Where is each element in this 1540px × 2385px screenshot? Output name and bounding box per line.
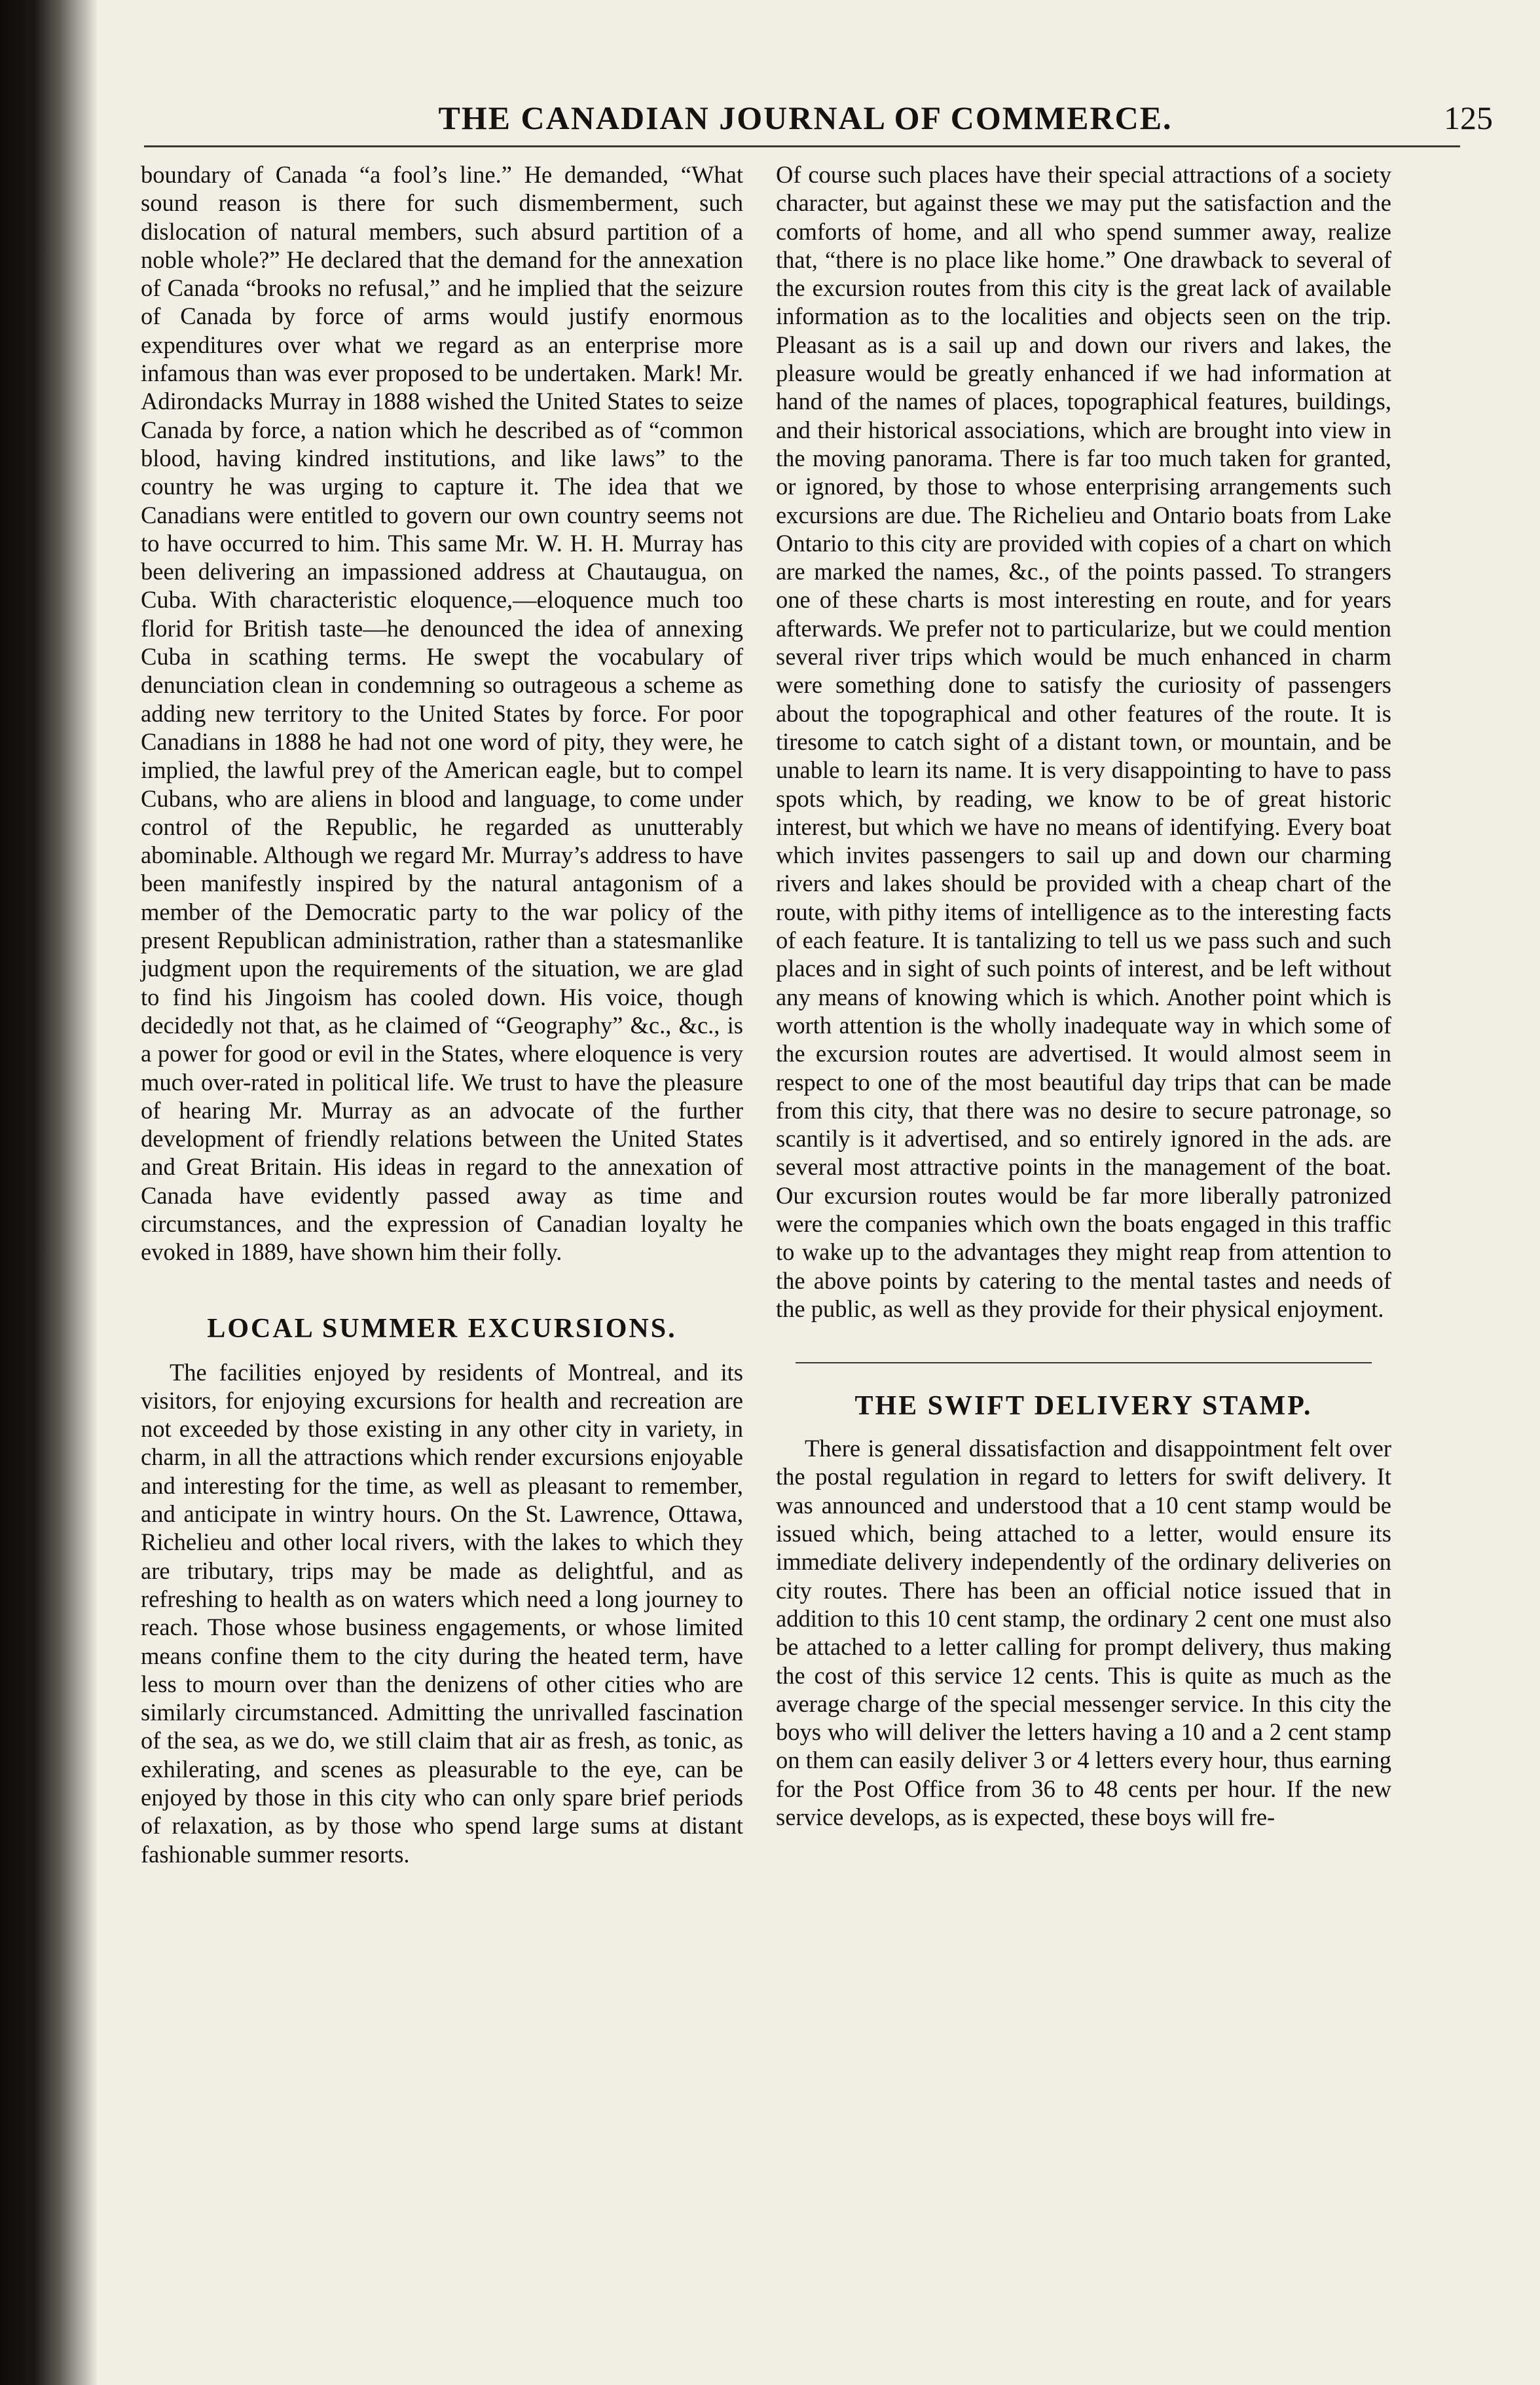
excursions-paragraph-2: Of course such places have their special attractions of a society character, but against these we may put the satisfaction and the comforts of home, and all who spend summer away, realize that, “there is no place like home.” One drawback to several of the excursion routes from this city is the great lack of available information as to the localities and objects seen on the trip. Pleasant as is a sail up and down our rivers and lakes, the pleasure would be greatly enhanced if we had information at hand of the names of places, topographical features, buildings, and their historical associations, which are brought into view in the moving panorama. There is far too much taken for granted, or ignored, by those to whose enterprising arrangements such excursions are due. The Richelieu and Ontario boats from Lake Ontario to this city are provided with copies of a chart on which are marked the names, &c., of the points passed. To strangers one of these charts is most interesting en route, and for years afterwards. We prefer not to particularize, but we could mention several river trips which would be much enhanced in charm were something done to satisfy the curiosity of passengers about the topographical and other features of the route. It is tiresome to catch sight of a distant town, or mountain, and be unable to learn its name. It is very disappointing to have to pass spots which, by reading, we know to be of great historic interest, but which we have no means of identifying. Every boat which invites passengers to sail up and down our charming rivers and lakes should be provided with a cheap chart of the route, with pithy items of intelligence as to the interesting facts of each feature. It is tantalizing to tell us we pass such and such places and in sight of such points of interest, and be left without any means of knowing which is which. Another point which is worth attention is the wholly inadequate way in which some of the excursion routes are advertised. It would almost seem in respect to one of the most beautiful day trips that can be made from this city, that there was no desire to secure patronage, so scantily is it advertised, and so entirely ignored in the ads. are several most attractive points in the management of the boat. Our excursion routes would be far more liberally patronized were the companies which own the boats engaged in this traffic to wake up to the advantages they might reap from attention to the above points by catering to the mental tastes and needs of the public, as well as they provide for their physical enjoyment. (776, 161, 1391, 1322)
excursions-paragraph-1: The facilities enjoyed by residents of Montreal, and its visitors, for enjoying excursions for health and recreation are not exceeded by those existing in any other city in variety, in charm, in all the attractions which render excursions enjoyable and interesting for the time, as well as pleasant to remember, and anticipate in wintry hours. On the St. Lawrence, Ottawa, Richelieu and other local rivers, with the lakes to which they are tributary, trips may be made as delightful, and as refreshing to health as on waters which need a long journey to reach. Those whose business engagements, or whose limited means confine them to the city during the heated term, have less to mourn over than the denizens of other cities who are similarly circumstanced. Admitting the unrivalled fascination of the sea, as we do, we still claim that air as fresh, as tonic, as exhilerating, and scenes as pleasurable to the eye, can be enjoyed by those in this city who can only spare brief periods of relaxation, as by those who spend large sums at distant fashionable summer resorts. (141, 1358, 743, 1868)
right-column (776, 160, 1391, 1831)
header-rule (144, 145, 1460, 147)
running-title: THE CANADIAN JOURNAL OF COMMERCE. (438, 100, 1173, 136)
excursions-heading: LOCAL SUMMER EXCURSIONS. (207, 1313, 677, 1344)
page-header (131, 98, 1506, 144)
left-column (141, 160, 743, 1868)
annexation-article-continued: boundary of Canada “a fool’s line.” He demanded, “What sound reason is there for such dismemberment, such dislocation of natural members, such absurd partition of a noble whole?” He declared that the demand for the annexation of Canada “brooks no refusal,” and he implied that the seizure of Canada by force of arms would justify enormous expenditures over what we regard as an enterprise more infamous than was ever proposed to be undertaken. Mark! Mr. Adirondacks Murray in 1888 wished the United States to seize Canada by force, a nation which he described as of “common blood, having kindred institutions, and like laws” to the country he was urging to capture it. The idea that we Canadians were entitled to govern our own country seems not to have occurred to him. This same Mr. W. H. H. Murray has been delivering an impassioned address at Chautaugua, on Cuba. With characteristic eloquence,—eloquence much too florid for British taste—he denounced the idea of annexing Cuba in scathing terms. He swept the vocabulary of denunciation clean in condemning so outrageous a scheme as adding new territory to the United States by force. For poor Canadians in 1888 he had not one word of pity, they were, he implied, the lawful prey of the American eagle, but to compel Cubans, who are aliens in blood and language, to come under control of the Republic, he regarded as unutterably abominable. Although we regard Mr. Murray’s address to have been manifestly inspired by the natural antagonism of a member of the Democratic party to the war policy of the present Republican administration, rather than a statesmanlike judgment upon the requirements of the situation, we are glad to find his Jingoism has cooled down. His voice, though decidedly not that, as he claimed of “Geography” &c., &c., is a power for good or evil in the States, where eloquence is very much over-rated in political life. We trust to have the pleasure of hearing Mr. Murray as an advocate of the further development of friendly relations between the United States and Great Britain. His ideas in regard to the annexation of Canada have evidently passed away as time and circumstances, and the expression of Canadian loyalty he evoked in 1889, have shown him their folly. (141, 161, 743, 1266)
page-number: 125 (1444, 100, 1493, 136)
scan-binding-edge (0, 0, 98, 2385)
swift-delivery-heading: THE SWIFT DELIVERY STAMP. (854, 1391, 1313, 1422)
section-divider (796, 1362, 1372, 1363)
swift-delivery-paragraph: There is general dissatisfaction and disappointment felt over the postal regulation in regard to letters for swift delivery. It was announced and understood that a 10 cent stamp would be issued which, being attached to a letter, would ensure its immediate delivery independently of the ordinary deliveries on city routes. There has been an official notice issued that in addition to this 10 cent stamp, the ordinary 2 cent one must also be attached to a letter calling for prompt delivery, thus making the cost of this service 12 cents. This is quite as much as the average charge of the special messenger service. In this city the boys who will deliver the letters having a 10 and a 2 cent stamp on them can easily deliver 3 or 4 letters every hour, thus earning for the Post Office from 36 to 48 cents per hour. If the new service develops, as is expected, these boys will fre- (776, 1435, 1391, 1831)
